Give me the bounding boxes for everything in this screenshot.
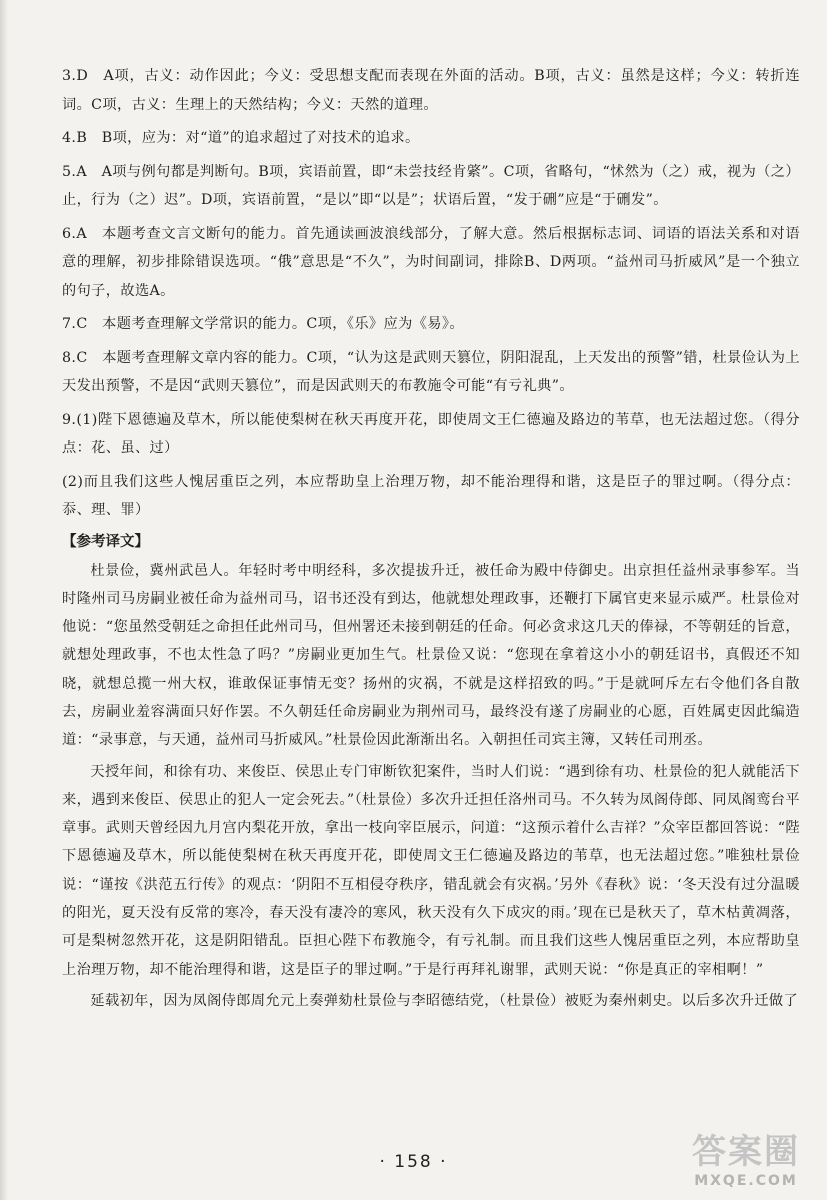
- answer-9-part-2: (2)而且我们这些人愧居重臣之列，本应帮助皇上治理万物，却不能治理得和谐，这是臣子的罪过啊。（得分点：忝、理、罪）: [62, 473, 800, 518]
- answer-8: 8.C 本题考查理解文章内容的能力。C项，“认为这是武则天篡位，阴阳混乱，上天发出的预警”错，杜景俭认为上天发出预警，不是因“武则天篡位”，而是因武则天的布教施令可能“有亏礼典”。: [62, 349, 800, 394]
- translation-section: [62, 557, 800, 1016]
- answer-3: 3.D A项，古义：动作因此；今义：受思想支配而表现在外面的活动。B项，古义：虽然是这样；今义：转折连词。C项，古义：生理上的天然结构；今义：天然的道理。: [62, 68, 800, 113]
- translation-paragraph-3: 延载初年，因为凤阁侍郎周允元上奏弹劾杜景俭与李昭德结党，（杜景俭）被贬为秦州刺史。以后多次升迁做了: [90, 992, 799, 1009]
- translation-paragraph-2: 天授年间，和徐有功、来俊臣、侯思止专门审断钦犯案件，当时人们说：“遇到徐有功、杜景俭的犯人就能活下来，遇到来俊臣、侯思止的犯人一定会死去。”（杜景俭）多次升迁担任洛州司马。不久转为凤阁侍郎、同凤阁鸾台平章事。武则天曾经因九月宫内梨花开放，拿出一枝向宰臣展示，问道：“这预示着什么吉祥？”众宰臣都回答说：“陛下恩德遍及草木，所以能使梨树在秋天再度开花，即使周文王仁德遍及路边的苇草，也无法超过您。”唯独杜景俭说：“谨按《洪范五行传》的观点：‘阴阳不互相侵夺秩序，错乱就会有灾祸。’另外《春秋》说：‘冬天没有过分温暖的阳光，夏天没有反常的寒冷，春天没有凄冷的寒风，秋天没有久下成灾的雨。’现在已是秋天了，草木枯黄凋落，可是梨树忽然开花，这是阴阳错乱。臣担心陛下布教施令，有亏礼制。而且我们这些人愧居重臣之列，本应帮助皇上治理万物，却不能治理得和谐，这是臣子的罪过啊。”于是行再拜礼谢罪，武则天说：“你是真正的宰相啊！”: [62, 763, 800, 978]
- answer-6: 6.A 本题考查文言文断句的能力。首先通读画波浪线部分，了解大意。然后根据标志词、词语的语法关系和对语意的理解，初步排除错误选项。“俄”意思是“不久”，为时间副词，排除B、D两项。“益州司马折威风”是一个独立的句子，故选A。: [62, 225, 800, 299]
- answer-4: 4.B B项，应为：对“道”的追求超过了对技术的追求。: [62, 130, 420, 146]
- watermark-text: 答案圈: [692, 1132, 800, 1172]
- answer-5: 5.A A项与例句都是判断句。B项，宾语前置，即“未尝技经肯綮”。C项，省略句，“怵然为（之）戒，视为（之）止，行为（之）迟”。D项，宾语前置，“是以”即“以是”；状语后置，“发于硎”应是“于硎发”。: [62, 163, 800, 208]
- watermark-url: MXQE.COM: [694, 1173, 798, 1189]
- answer-7: 7.C 本题考查理解文学常识的能力。C项，《乐》应为《易》。: [62, 316, 464, 332]
- watermark-logo: [671, 1132, 821, 1196]
- translation-heading: 【参考译文】: [62, 533, 149, 550]
- scan-edge: [0, 0, 8, 1200]
- answer-9-part-1: 9.(1)陛下恩德遍及草木，所以能使梨树在秋天再度开花，即使周文王仁德遍及路边的苇草，也无法超过您。（得分点：花、虽、过）: [62, 411, 800, 456]
- answer-section: [62, 62, 800, 1018]
- translation-paragraph-1: 杜景俭，冀州武邑人。年轻时考中明经科，多次提拔升迁，被任命为殿中侍御史。出京担任益州录事参军。当时隆州司马房嗣业被任命为益州司马，诏书还没有到达，他就想处理政事，还鞭打下属官吏来显示威严。杜景俭对他说：“您虽然受朝廷之命担任此州司马，但州署还未接到朝廷的任命。何必贪求这几天的俸禄，不等朝廷的旨意，就想处理政事，不也太性急了吗？”房嗣业更加生气。杜景俭又说：“您现在拿着这小小的朝廷诏书，真假还不知晓，就想总揽一州大权，谁敢保证事情无变？扬州的灾祸，不就是这样招致的吗。”于是就呵斥左右令他们各自散去，房嗣业羞容满面只好作罢。不久朝廷任命房嗣业为荆州司马，最终没有遂了房嗣业的心愿，百姓属吏因此编造道：“录事意，与天通，益州司马折威风。”杜景俭因此渐渐出名。入朝担任司宾主簿，又转任司刑丞。: [62, 562, 800, 749]
- page-number: · 158 ·: [379, 1152, 448, 1172]
